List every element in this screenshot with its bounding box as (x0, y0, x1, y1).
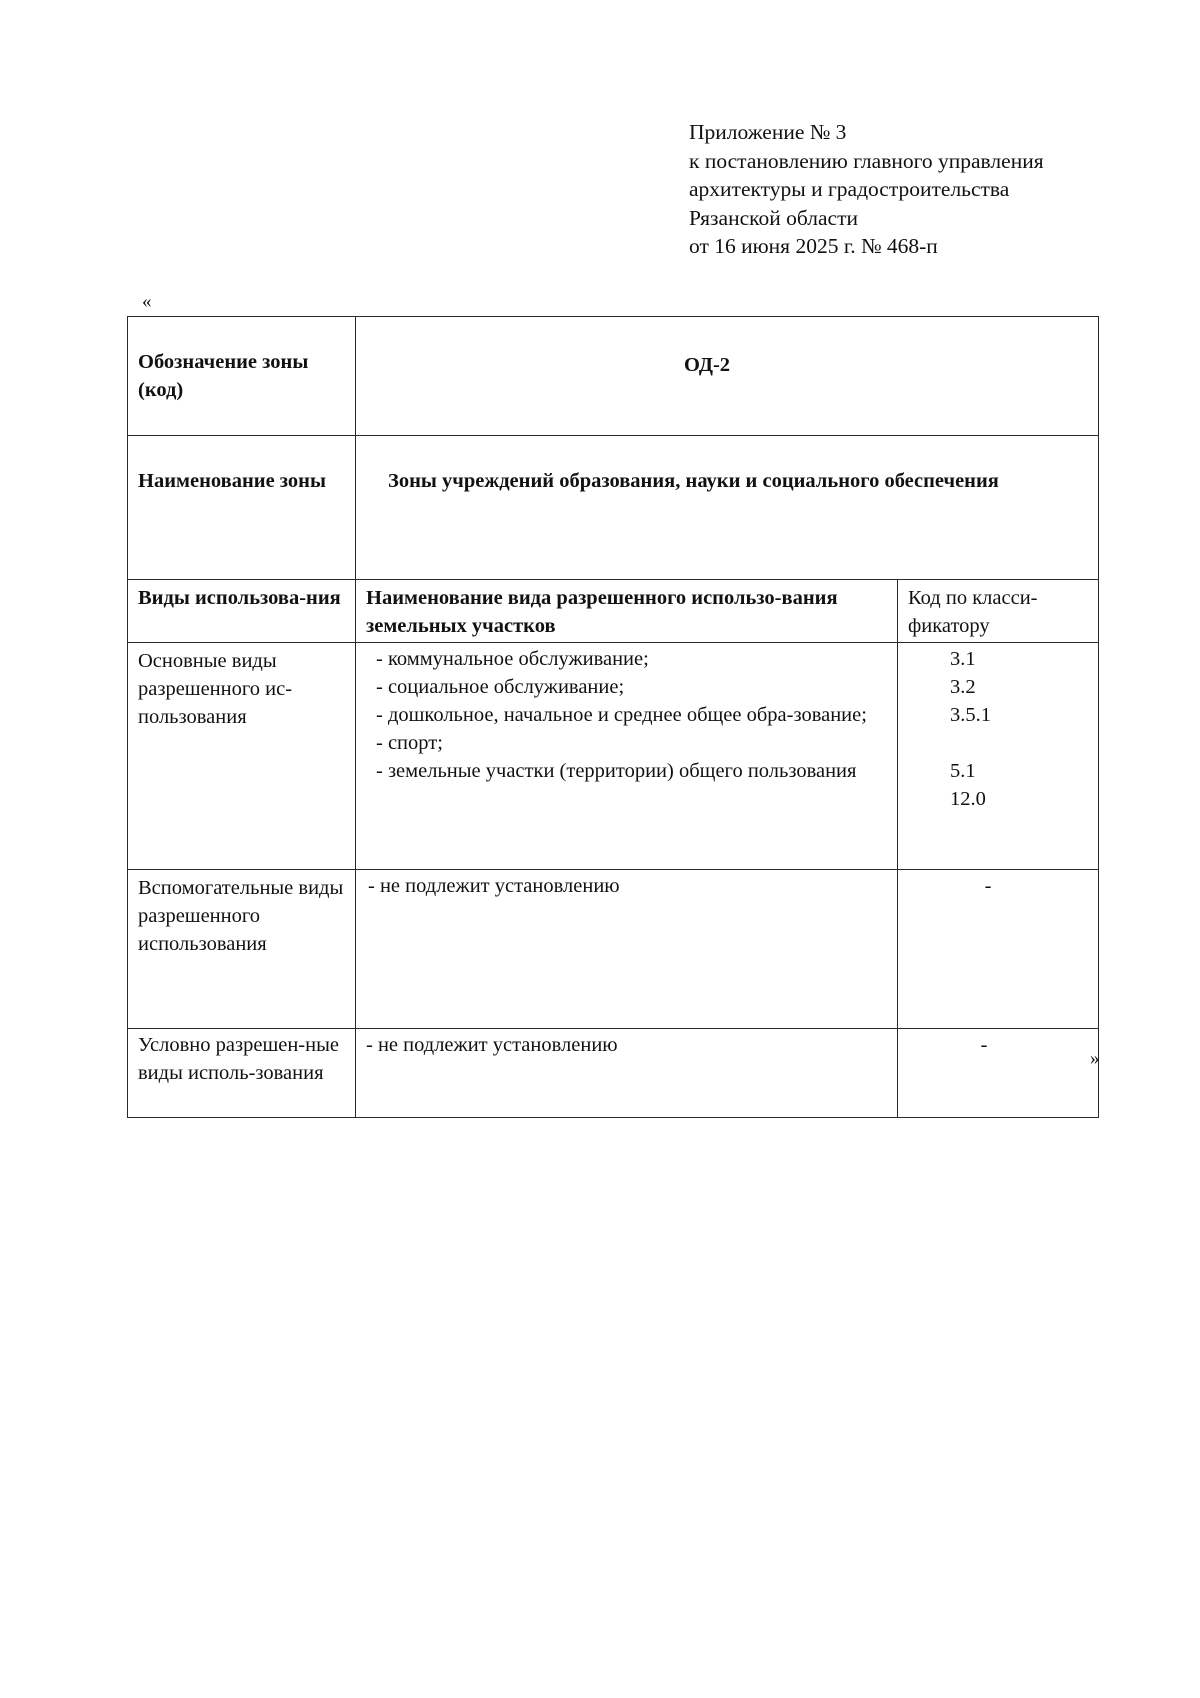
appendix-line: от 16 июня 2025 г. № 468-п (689, 234, 938, 258)
appendix-line: к постановлению главного управления (689, 148, 1044, 173)
main-usage-codes (898, 643, 1099, 870)
main-usage-list (356, 643, 898, 870)
auxiliary-usage-label: Вспомогательные виды разрешенного использования (128, 870, 356, 1029)
list-item: - коммунальное обслуживание; (376, 648, 649, 670)
list-item: - спорт; (376, 732, 443, 754)
classifier-code: 3.5.1 (950, 704, 991, 726)
classifier-code: 3.2 (950, 676, 976, 698)
zone-regulation-table (127, 316, 1099, 1118)
conditional-usage-label: Условно разрешен-ные виды исполь-зования (128, 1029, 356, 1118)
classifier-code: 5.1 (950, 760, 976, 782)
opening-quote: « (142, 291, 152, 312)
list-item: - социальное обслуживание; (376, 676, 625, 698)
header-classifier-code: Код по класси-фикатору (898, 580, 1099, 643)
appendix-line: Приложение № 3 (689, 120, 847, 144)
auxiliary-usage-code: - (898, 870, 1099, 1029)
appendix-line: Рязанской области (689, 205, 858, 230)
zone-name-label: Наименование зоны (128, 436, 356, 580)
list-item: - земельные участки (территории) общего пользования (376, 760, 857, 782)
zone-name-row (128, 436, 1099, 580)
main-usage-label: Основные виды разрешенного ис-пользования (128, 643, 356, 870)
header-usage-name: Наименование вида разрешенного использо-вания земельных участков (356, 580, 898, 643)
auxiliary-usage-row (128, 870, 1099, 1029)
list-item: - дошкольное, начальное и среднее общее обра-зование; (376, 704, 867, 726)
main-usage-row (128, 643, 1099, 870)
auxiliary-usage-value: - не подлежит установлению (356, 870, 898, 1029)
header-usage-types: Виды использова-ния (128, 580, 356, 643)
zone-name-value: Зоны учреждений образования, науки и социального обеспечения (356, 436, 1099, 580)
closing-quote: » (1090, 1048, 1100, 1069)
zone-code-row (128, 317, 1099, 436)
appendix-line: архитектуры и градостроительства (689, 177, 1010, 201)
zone-code-label: Обозначение зоны (код) (128, 317, 356, 436)
table-header-row (128, 580, 1099, 643)
conditional-usage-value: - не подлежит установлению (356, 1029, 898, 1118)
appendix-block (689, 118, 1044, 261)
zone-code-value: ОД-2 (356, 317, 1099, 436)
conditional-usage-row (128, 1029, 1099, 1118)
classifier-code: 12.0 (950, 788, 986, 810)
conditional-usage-code: - (898, 1029, 1099, 1118)
classifier-code: 3.1 (950, 648, 976, 670)
